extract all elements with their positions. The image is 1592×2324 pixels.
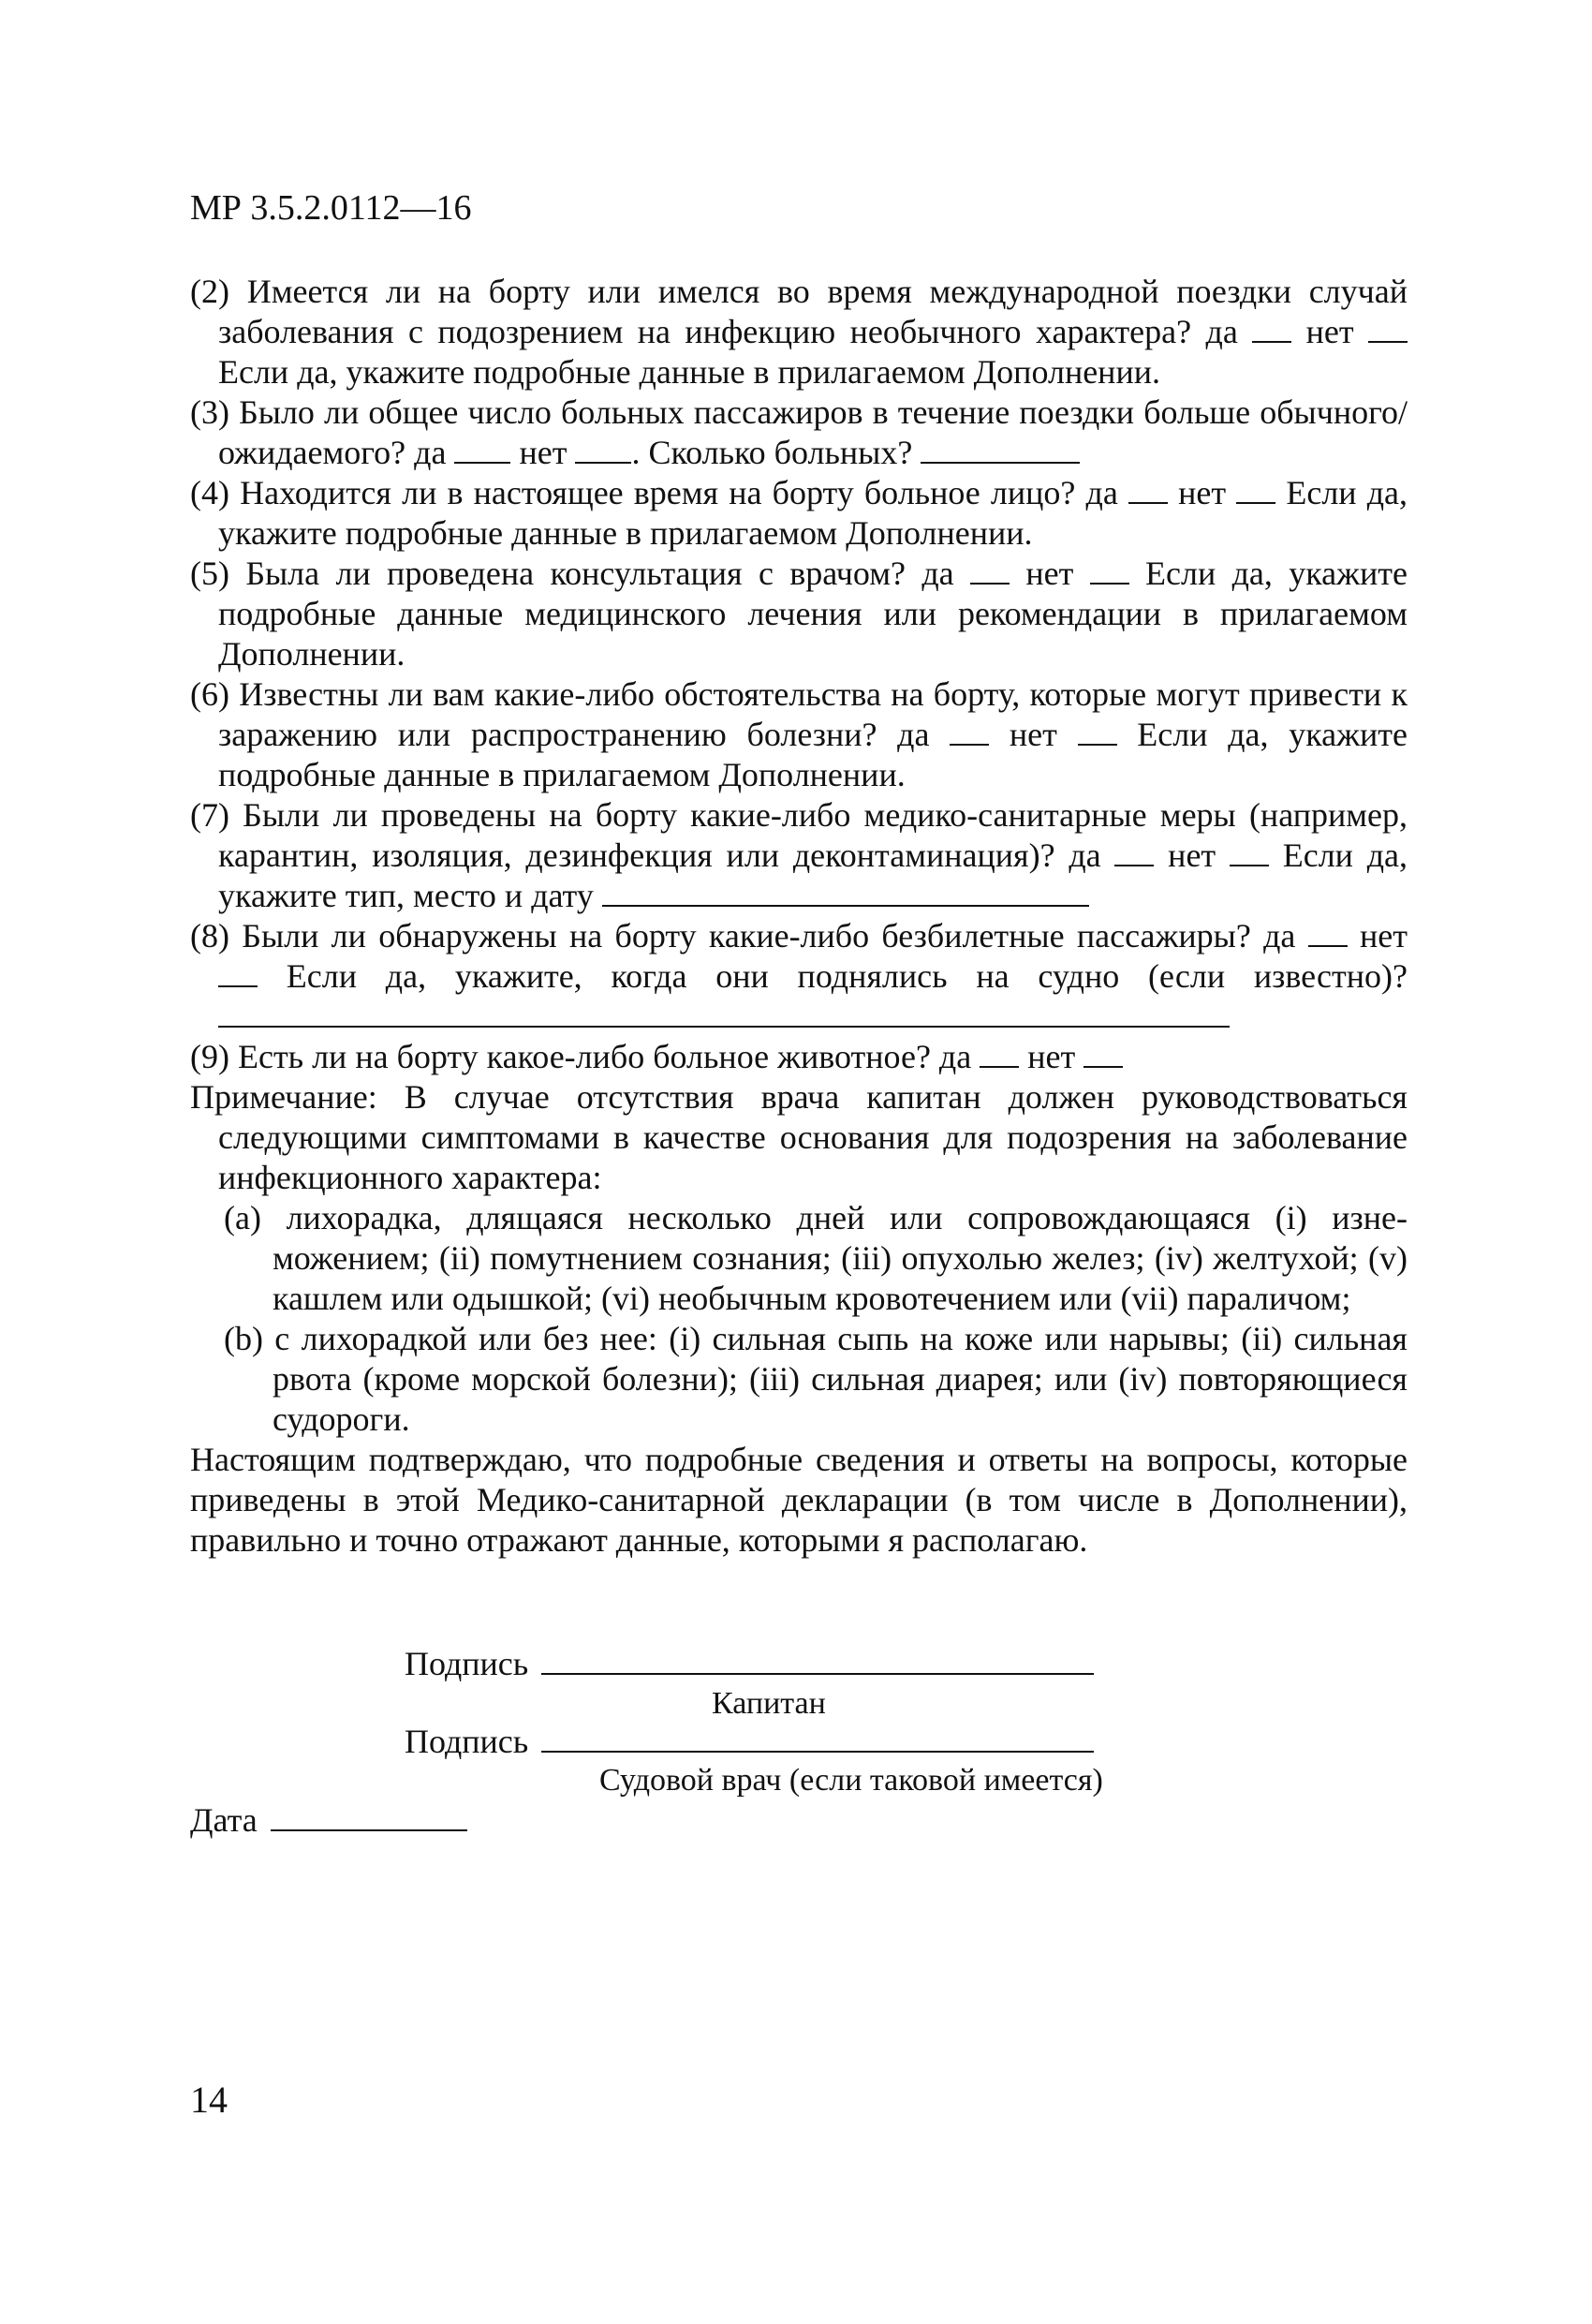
- answer-yes-field[interactable]: [1114, 836, 1154, 866]
- note-intro: Примечание: В случае отсутствия врача капитан должен руководствоваться следующими симптомами в качестве основания для подозрения на заболевание инфекционного характера:: [190, 1078, 1408, 1196]
- answer-no-field[interactable]: [1083, 1038, 1123, 1068]
- answer-no-field[interactable]: [1236, 474, 1275, 504]
- question-5: (5) Была ли проведена консультация с врачом? да нет Если да, укажите подробные данные медицинского лечения или рекомендации в прилагаемом Дополнении.: [190, 555, 1408, 673]
- stowaway-details-field[interactable]: [218, 998, 1230, 1028]
- signature-row-captain: [405, 1644, 1094, 1684]
- captain-caption: Капитан: [712, 1686, 826, 1721]
- answer-yes-field[interactable]: [980, 1038, 1019, 1068]
- note-item-b: (b) с лихорадкой или без нее: (i) сильная сыпь на коже или нарывы; (ii) сильная рвота (кроме морской болезни); (iii) сильная диарея; или (iv) повторяющиеся судороги.: [224, 1320, 1408, 1438]
- date-row: [190, 1800, 467, 1841]
- answer-no-field[interactable]: [1368, 313, 1408, 343]
- question-8: (8) Были ли обнаружены на борту какие-либо безбилетные пассажиры? да нет Если да, укажите, когда они поднялись на судно (если известно)?: [190, 916, 1408, 1037]
- question-4: (4) Находится ли в настоящее время на борту больное лицо? да нет Если да, укажите подробные данные в прилагаемом Дополнении.: [190, 474, 1408, 552]
- doctor-caption: Судовой врач (если таковой имеется): [599, 1763, 1103, 1798]
- question-6: (6) Известны ли вам какие-либо обстоятельства на борту, которые могут привести к заражению или распространению болезни? да нет Если да, укажите подробные данные в прилагаемом Дополнении.: [190, 675, 1408, 793]
- date-field[interactable]: [271, 1801, 467, 1831]
- doctor-signature-field[interactable]: [541, 1723, 1094, 1753]
- date-label: Дата: [190, 1801, 258, 1839]
- answer-yes-field[interactable]: [1252, 313, 1291, 343]
- answer-yes-field[interactable]: [950, 716, 989, 746]
- captain-signature-field[interactable]: [541, 1645, 1094, 1675]
- signature-label: Подпись: [405, 1645, 529, 1682]
- confirmation-statement: Настоящим подтверждаю, что подробные сведения и ответы на вопросы, которые приведены в этой Медико-санитарной декларации (в том числе в Дополнении), правильно и точно отражают данные, которыми я располагаю.: [190, 1441, 1408, 1559]
- answer-no-field[interactable]: [1078, 716, 1117, 746]
- answer-yes-field[interactable]: [454, 434, 510, 464]
- question-7: (7) Были ли проведены на борту какие-либо медико-санитарные меры (например, карантин, изоляция, дезинфекция или деконтаминация)? да нет Если да, укажите тип, место и дату: [190, 796, 1408, 914]
- answer-no-field[interactable]: [1090, 555, 1129, 585]
- page-number: 14: [190, 2079, 228, 2121]
- signature-label: Подпись: [405, 1723, 529, 1760]
- answer-yes-field[interactable]: [1308, 917, 1348, 947]
- document-code-header: МР 3.5.2.0112—16: [190, 188, 472, 228]
- signature-row-doctor: [405, 1722, 1094, 1762]
- question-3: (3) Было ли общее число больных пассажиров в течение поездки больше обычного/ожидаемого? да нет . Сколько больных?: [190, 393, 1408, 471]
- answer-no-field[interactable]: [575, 434, 631, 464]
- question-2: (2) Имеется ли на борту или имелся во время международной поездки случай заболевания с подозрением на инфекцию необычного характера? да нет Если да, укажите подробные данные в прилагаемом Дополнении.: [190, 273, 1408, 391]
- answer-no-field[interactable]: [218, 957, 258, 987]
- answer-yes-field[interactable]: [1128, 474, 1168, 504]
- answer-yes-field[interactable]: [970, 555, 1010, 585]
- question-9: (9) Есть ли на борту какое-либо больное животное? да нет: [190, 1037, 1408, 1077]
- note-item-a: (a) лихорадка, длящаяся несколько дней или сопровождающаяся (i) изнеможением; (ii) помутнением сознания; (iii) опухолью желез; (iv) желтухой; (v) кашлем или одышкой; (vi) необычным кровотечением или (vii) параличом;: [224, 1199, 1408, 1317]
- answer-no-field[interactable]: [1230, 836, 1269, 866]
- declaration-body: [190, 272, 1408, 1561]
- sick-count-field[interactable]: [921, 434, 1080, 464]
- measures-details-field[interactable]: [602, 877, 1089, 907]
